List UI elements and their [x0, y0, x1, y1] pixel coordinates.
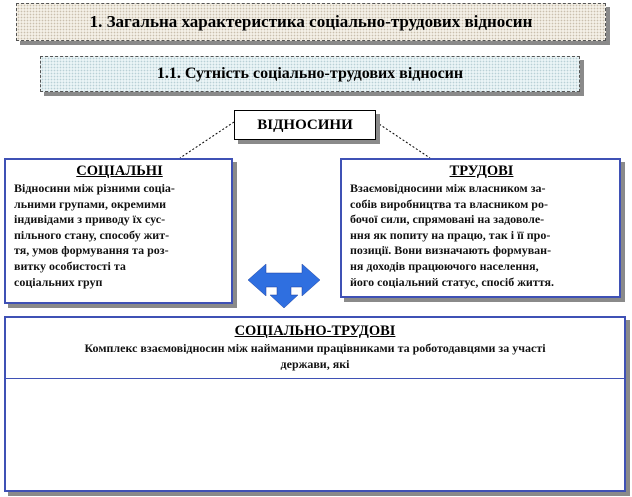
social-line: льними групами, окремими — [14, 196, 167, 211]
social-labor-title: СОЦІАЛЬНО-ТРУДОВІ — [234, 323, 396, 339]
sub-title: 1.1. Сутність соціально-трудових відносин — [156, 65, 464, 82]
labor-title: ТРУДОВІ — [449, 163, 514, 179]
labor-line: бочої сили, спрямовані на задоволе- — [350, 212, 545, 227]
social-labor-description — [6, 340, 624, 372]
labor-line: Взаємовідносини між власником за- — [350, 181, 546, 195]
social-line: соціальних груп — [14, 274, 103, 289]
social-labor-line: Комплекс взаємовідносин між найманими працівниками та роботодавцями за участі — [84, 341, 546, 355]
social-line: пільного стану, способу жит- — [14, 227, 170, 242]
social-title: СОЦІАЛЬНІ — [76, 163, 163, 179]
social-line: індивідами з приводу їх сус- — [14, 212, 166, 227]
social-line: Відносини між різними соціа- — [14, 181, 175, 195]
social-line: витку особистості та — [14, 258, 126, 273]
social-labor-divider — [6, 378, 624, 379]
merge-arrow-shape — [248, 264, 320, 308]
labor-line: ння як попиту на працю, так і її про- — [350, 227, 551, 242]
social-line: тя, умов формування та роз- — [14, 243, 169, 258]
relations-root-label: ВІДНОСИНИ — [257, 116, 353, 133]
social-labor-box — [4, 316, 626, 492]
main-title: 1. Загальна характеристика соціально-трудових відносин — [89, 12, 533, 31]
social-labor-line: держави, які — [280, 357, 350, 371]
labor-line: собів виробництва та власником ро- — [350, 196, 548, 211]
labor-line: ня доходів працюючого населення, — [350, 258, 539, 273]
labor-line: позиції. Вони визначають формуван- — [350, 243, 552, 258]
labor-line: його соціальний статус, спосіб життя. — [350, 274, 554, 289]
